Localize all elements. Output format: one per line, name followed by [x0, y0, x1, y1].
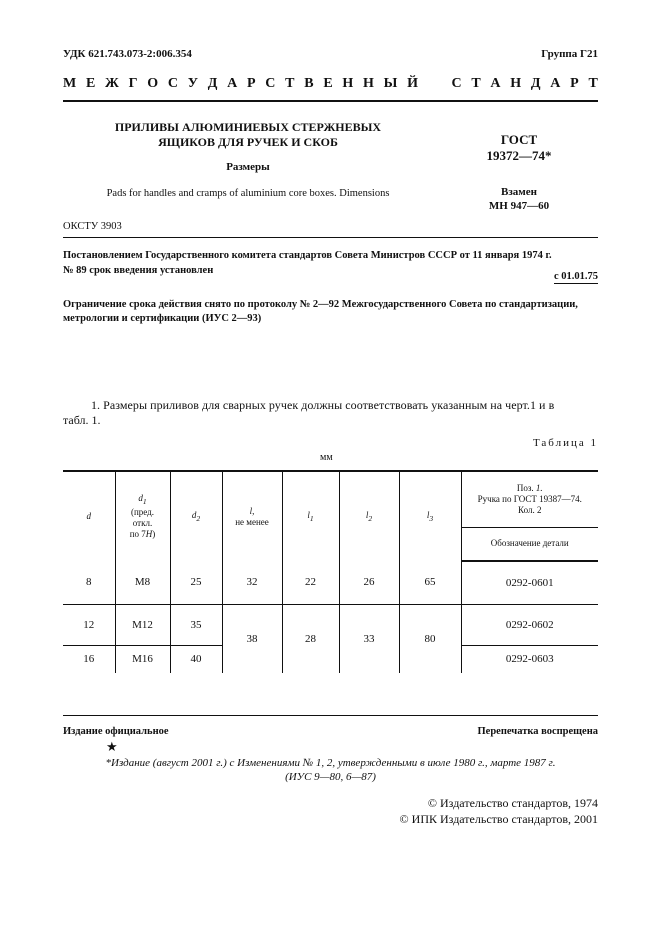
band-letter: М: [63, 76, 77, 91]
cell-l1: 28: [282, 604, 339, 673]
cell-code: 0292-0603: [461, 645, 598, 673]
limitation-text: [63, 298, 598, 326]
band-letter: Й: [407, 76, 419, 91]
cell-l3: 65: [399, 561, 461, 604]
band-letter: Н: [510, 76, 522, 91]
band-letter: Д: [530, 76, 541, 91]
english-title: Pads for handles and cramps of aluminium core boxes. Dimensions: [106, 188, 390, 199]
band-letter: Р: [570, 76, 579, 91]
band-letter: Ы: [383, 76, 398, 91]
band-letter: С: [451, 76, 462, 91]
band-letter: Р: [247, 76, 256, 91]
band-letter: С: [265, 76, 276, 91]
decree-text: [63, 248, 598, 278]
cell-l3: 80: [399, 604, 461, 673]
decree-line-1: Постановлением Государственного комитета стандартов Совета Министров СССР от 11 января 1974 г.: [63, 250, 552, 261]
limitation-line-2: метрологии и сертификации (ИУС 2—93): [63, 313, 262, 324]
decree-line-2: № 89 срок введения установлен: [63, 265, 214, 276]
header-designation: Обозначение детали: [461, 527, 598, 561]
star-icon: ★: [106, 739, 118, 754]
cell-d1: М16: [115, 645, 170, 673]
replaces-block: [440, 185, 598, 213]
reprint-notice: Перепечатка воспрещена: [477, 726, 598, 737]
title-line-2: ЯЩИКОВ ДЛЯ РУЧЕК И СКОБ: [158, 135, 338, 149]
cell-d1: М8: [115, 561, 170, 604]
band-letter: Т: [588, 76, 598, 91]
header-l2: $l_2$: [339, 471, 399, 561]
group-code: Группа Г21: [541, 48, 598, 60]
cell-l: 38: [222, 604, 282, 673]
edition-note-line-1: *Издание (август 2001 г.) с Изменениями № 1, 2, утвержденными в июле 1980 г., марте 1987 г.: [105, 757, 556, 769]
replaces-label: Взамен: [501, 186, 537, 198]
band-letter: В: [304, 76, 314, 91]
header-rule: [63, 100, 598, 102]
effective-date: с 01.01.75: [553, 271, 598, 282]
band-letter: Е: [85, 76, 96, 91]
band-letter: А: [550, 76, 561, 91]
okstu-code: ОКСТУ 3903: [63, 221, 122, 232]
clause-1: [63, 398, 598, 428]
title-line-1: ПРИЛИВЫ АЛЮМИНИЕВЫХ СТЕРЖНЕВЫХ: [114, 120, 382, 134]
copyright: [400, 795, 598, 827]
standard-band: [63, 76, 598, 92]
gost-name: ГОСТ: [500, 132, 538, 147]
okstu-rule: [63, 237, 598, 238]
band-letter: Т: [471, 76, 481, 91]
cell-l2: 33: [339, 604, 399, 673]
dimensions-table: [63, 470, 598, 673]
cell-d: 16: [63, 645, 115, 673]
band-gap: [428, 76, 442, 92]
header-l1: $l_1$: [282, 471, 339, 561]
clause-1-line-1: 1. Размеры приливов для сварных ручек должны соответствовать указанным на черт.1 и в: [91, 398, 555, 412]
band-letter: Е: [323, 76, 333, 91]
header-l3: $l_3$: [399, 471, 461, 561]
limitation-line-1: Ограничение срока действия снято по протоколу № 2—92 Межгосударственного Совета по стандартизации,: [63, 299, 578, 310]
cell-code: 0292-0601: [461, 561, 598, 604]
band-letter: С: [167, 76, 179, 91]
cell-l2: 26: [339, 561, 399, 604]
band-letter: А: [490, 76, 501, 91]
band-letter: Д: [207, 76, 218, 91]
edition-note-line-2: (ИУС 9—80, 6—87): [285, 771, 376, 783]
band-letter: У: [187, 76, 199, 91]
band-letter: О: [147, 76, 159, 91]
table-row: [63, 604, 598, 645]
cell-d1: М12: [115, 604, 170, 645]
band-letter: Ж: [105, 76, 119, 91]
document-title: [63, 120, 433, 150]
cell-d2: 35: [170, 604, 222, 645]
cell-code: 0292-0602: [461, 604, 598, 645]
header-d2: $d_2$: [170, 471, 222, 561]
replaces-value: МН 947—60: [488, 200, 550, 212]
table-caption: Таблица 1: [532, 437, 598, 449]
header-d1: $d_1$ (пред. откл. по 7H): [115, 471, 170, 561]
band-letter: А: [227, 76, 238, 91]
official-edition: Издание официальное: [63, 726, 169, 737]
cell-d: 12: [63, 604, 115, 645]
gost-designation: [440, 132, 598, 164]
cell-d2: 40: [170, 645, 222, 673]
band-letter: Г: [128, 76, 138, 91]
header-l: l, не менее: [222, 471, 282, 561]
footer-rule: [63, 715, 598, 716]
edition-note: [63, 756, 598, 784]
document-subtitle: Размеры: [226, 161, 270, 173]
header-position: Поз. 1. Ручка по ГОСТ 19387—74. Кол. 2: [461, 471, 598, 527]
udk-code: УДК 621.743.073-2:006.354: [63, 48, 192, 60]
table-units: мм: [320, 452, 333, 463]
gost-number: 19372—74*: [486, 148, 552, 163]
copyright-line-2: © ИПК Издательство стандартов, 2001: [399, 812, 598, 826]
band-letter: Т: [285, 76, 295, 91]
copyright-line-1: © Издательство стандартов, 1974: [427, 796, 598, 810]
cell-d2: 25: [170, 561, 222, 604]
header-d: d: [63, 471, 115, 561]
cell-l1: 22: [282, 561, 339, 604]
clause-1-line-2: табл. 1.: [63, 413, 101, 427]
band-letter: Н: [342, 76, 354, 91]
band-letter: Н: [363, 76, 374, 91]
table-row: [63, 561, 598, 604]
cell-d: 8: [63, 561, 115, 604]
cell-l: 32: [222, 561, 282, 604]
